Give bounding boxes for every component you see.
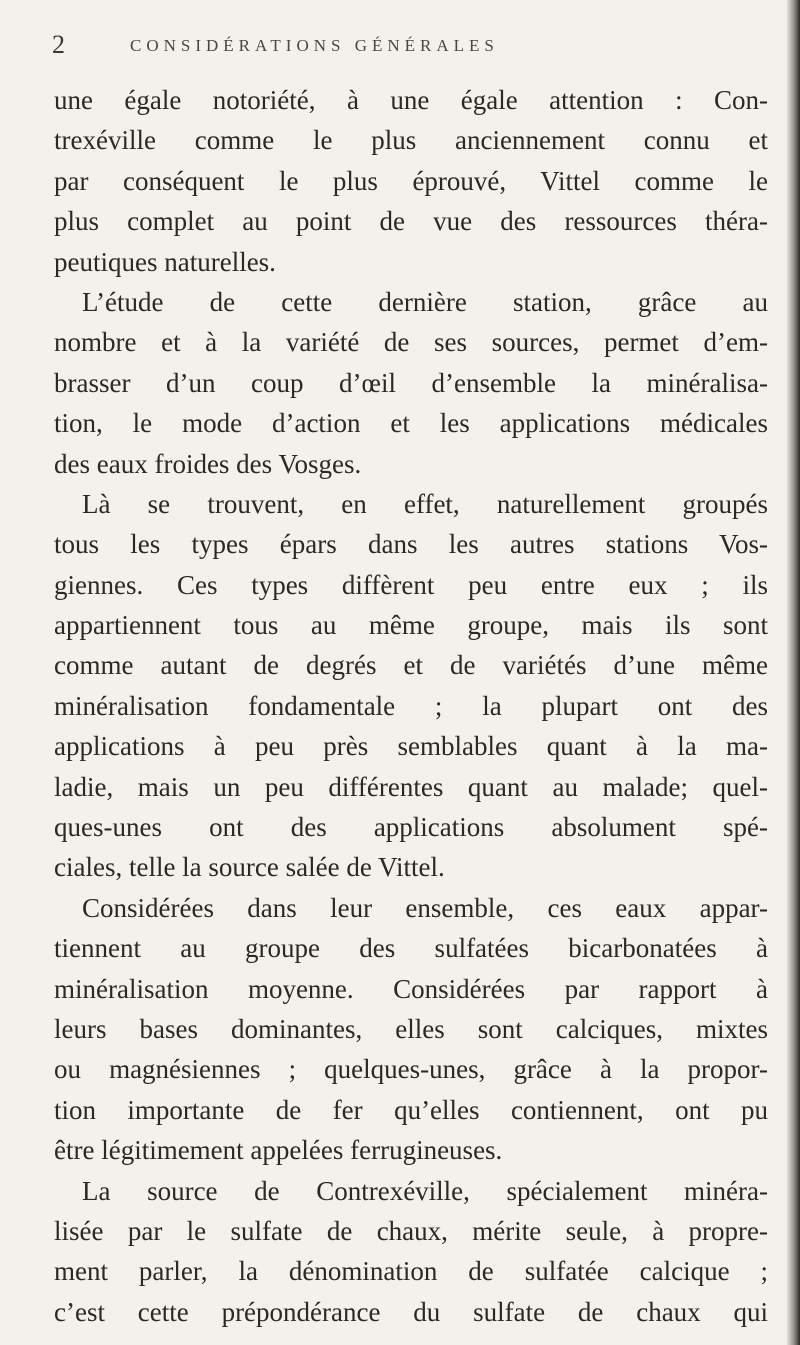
text-line: L’étude de cette dernière station, grâce au <box>82 286 768 317</box>
text-line: ment parler, la dénomination de sulfatée calcique ; <box>54 1256 768 1287</box>
text-line: tiennent au groupe des sulfatées bicarbonatées à <box>54 933 768 964</box>
text-line: Considérées dans leur ensemble, ces eaux appar- <box>82 892 768 923</box>
text-line: minéralisation fondamentale ; la plupart ont des <box>54 690 768 721</box>
text-line: ou magnésiennes ; quelques-unes, grâce à la propor- <box>54 1054 768 1085</box>
page-edge-shadow <box>786 0 800 1345</box>
paragraph-1 <box>54 80 768 282</box>
text-line: des eaux froides des Vosges. <box>54 448 362 479</box>
text-line: applications à peu près semblables quant à la ma- <box>54 731 768 762</box>
text-line: tion, le mode d’action et les applications médicales <box>54 408 768 439</box>
text-line: plus complet au point de vue des ressources théra- <box>54 206 768 237</box>
body-text <box>54 80 768 1332</box>
text-line: une égale notoriété, à une égale attention : Con- <box>54 85 768 115</box>
text-line: brasser d’un coup d’œil d’ensemble la minéralisa- <box>54 367 768 398</box>
text-line: ciales, telle la source salée de Vittel. <box>54 852 445 883</box>
text-line: par conséquent le plus éprouvé, Vittel comme le <box>54 165 768 196</box>
text-line: tion importante de fer qu’elles contiennent, ont pu <box>54 1094 768 1125</box>
page-number: 2 <box>52 30 65 59</box>
running-head <box>52 30 752 62</box>
text-line: nombre et à la variété de ses sources, permet d’em- <box>54 327 768 358</box>
paragraph-5 <box>54 1171 768 1333</box>
text-line: lisée par le sulfate de chaux, mérite seule, à propre- <box>54 1215 768 1246</box>
text-line: peutiques naturelles. <box>54 246 276 277</box>
text-line: ques-unes ont des applications absolument spé- <box>54 812 768 843</box>
text-line: comme autant de degrés et de variétés d’une même <box>54 650 768 681</box>
running-title: CONSIDÉRATIONS GÉNÉRALES <box>130 36 499 55</box>
text-line: tous les types épars dans les autres stations Vos- <box>54 529 768 560</box>
text-line: ladie, mais un peu différentes quant au malade; quel- <box>54 771 768 802</box>
paragraph-4 <box>54 888 768 1171</box>
text-line: Là se trouvent, en effet, naturellement groupés <box>82 488 768 519</box>
paragraph-3 <box>54 484 768 888</box>
paragraph-2 <box>54 282 768 484</box>
text-line: trexéville comme le plus anciennement connu et <box>54 125 768 156</box>
text-line: être légitimement appelées ferrugineuses. <box>54 1135 503 1166</box>
text-line: c’est cette prépondérance du sulfate de chaux qui <box>54 1296 768 1327</box>
text-line: giennes. Ces types diffèrent peu entre eux ; ils <box>54 569 768 600</box>
text-line: La source de Contrexéville, spécialement minéra- <box>82 1175 768 1206</box>
text-line: minéralisation moyenne. Considérées par rapport à <box>54 973 768 1004</box>
text-line: appartiennent tous au même groupe, mais ils sont <box>54 610 768 641</box>
text-line: leurs bases dominantes, elles sont calciques, mixtes <box>54 1013 768 1044</box>
